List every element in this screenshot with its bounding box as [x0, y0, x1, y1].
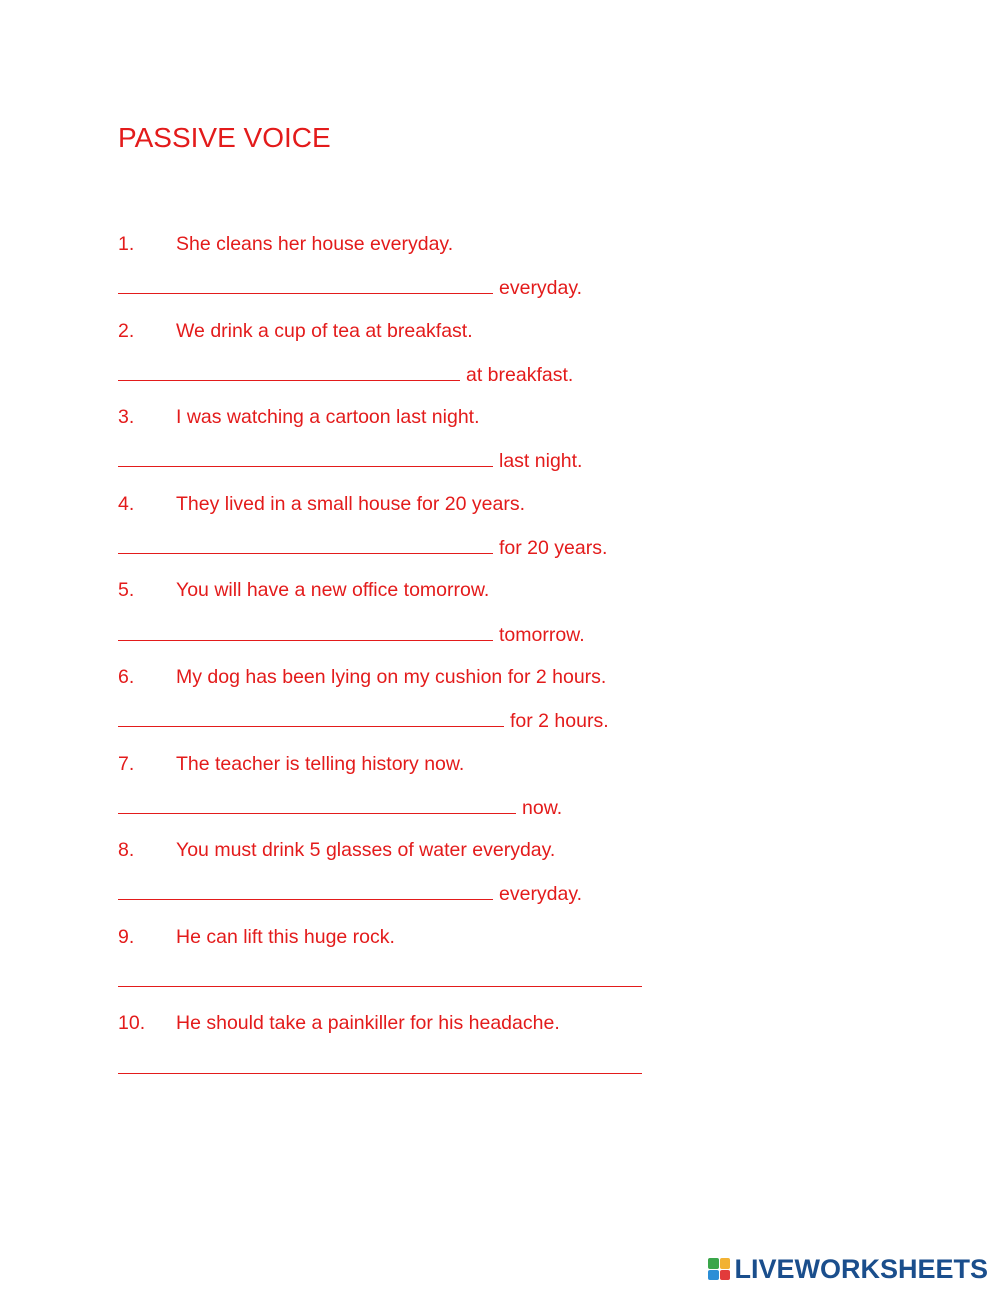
answer-suffix: now. — [522, 796, 563, 819]
answer-blank-3[interactable] — [118, 444, 493, 467]
answer-blank-8[interactable] — [118, 877, 493, 900]
question-2 — [118, 315, 818, 358]
question-sentence: They lived in a small house for 20 years. — [176, 492, 526, 515]
answer-suffix: tomorrow. — [499, 623, 585, 646]
question-sentence: He can lift this huge rock. — [176, 925, 395, 948]
answer-blank-4[interactable] — [118, 531, 493, 554]
question-9 — [118, 921, 818, 964]
question-sentence: I was watching a cartoon last night. — [176, 406, 480, 429]
question-3 — [118, 401, 818, 444]
logo-square-red — [720, 1270, 731, 1281]
question-sentence: The teacher is telling history now. — [176, 752, 465, 775]
answer-9 — [118, 964, 818, 1007]
question-1 — [118, 228, 818, 271]
answer-suffix: at breakfast. — [466, 363, 574, 386]
page-title: PASSIVE VOICE — [118, 122, 331, 153]
question-6 — [118, 661, 818, 704]
answer-8 — [118, 877, 818, 920]
answer-5 — [118, 618, 818, 661]
question-sentence: My dog has been lying on my cushion for 2 hours. — [176, 665, 607, 688]
answer-6 — [118, 704, 818, 747]
question-5 — [118, 574, 818, 617]
answer-blank-2[interactable] — [118, 358, 460, 381]
logo-square-green — [708, 1258, 719, 1269]
answer-blank-6[interactable] — [118, 704, 504, 727]
answer-1 — [118, 271, 818, 314]
question-sentence: You must drink 5 glasses of water everyday. — [176, 839, 556, 862]
answer-suffix: everyday. — [499, 277, 583, 300]
question-number: 5. — [118, 579, 135, 602]
answer-blank-9[interactable] — [118, 964, 642, 987]
logo-text: LIVEWORKSHEETS — [734, 1254, 988, 1284]
answer-4 — [118, 531, 818, 574]
answer-suffix: everyday. — [499, 883, 583, 906]
question-number: 6. — [118, 665, 135, 688]
question-sentence: We drink a cup of tea at breakfast. — [176, 319, 473, 342]
question-4 — [118, 488, 818, 531]
question-sentence: You will have a new office tomorrow. — [176, 579, 490, 602]
answer-3 — [118, 444, 818, 487]
answer-blank-5[interactable] — [118, 618, 493, 641]
answer-suffix: last night. — [499, 450, 583, 473]
question-number: 4. — [118, 492, 135, 515]
answer-7 — [118, 791, 818, 834]
answer-suffix: for 20 years. — [499, 537, 608, 560]
answer-2 — [118, 358, 818, 401]
question-number: 2. — [118, 319, 135, 342]
question-number: 1. — [118, 233, 135, 255]
question-sentence: She cleans her house everyday. — [176, 233, 454, 255]
answer-blank-7[interactable] — [118, 791, 516, 814]
question-number: 9. — [118, 925, 135, 948]
question-number: 3. — [118, 406, 135, 429]
question-number: 7. — [118, 752, 135, 775]
question-list — [118, 228, 818, 1094]
question-sentence: He should take a painkiller for his headache. — [176, 1012, 560, 1035]
logo-square-yellow — [720, 1258, 731, 1269]
question-number: 8. — [118, 839, 135, 862]
answer-blank-10[interactable] — [118, 1051, 642, 1074]
question-8 — [118, 834, 818, 877]
logo-square-blue — [708, 1270, 719, 1281]
answer-10 — [118, 1051, 818, 1094]
liveworksheets-logo — [708, 1256, 988, 1282]
answer-suffix: for 2 hours. — [510, 710, 609, 733]
liveworksheets-logo-icon — [708, 1258, 730, 1280]
question-number: 10. — [118, 1012, 146, 1035]
question-10 — [118, 1007, 818, 1050]
question-7 — [118, 748, 818, 791]
answer-blank-1[interactable] — [118, 271, 493, 294]
